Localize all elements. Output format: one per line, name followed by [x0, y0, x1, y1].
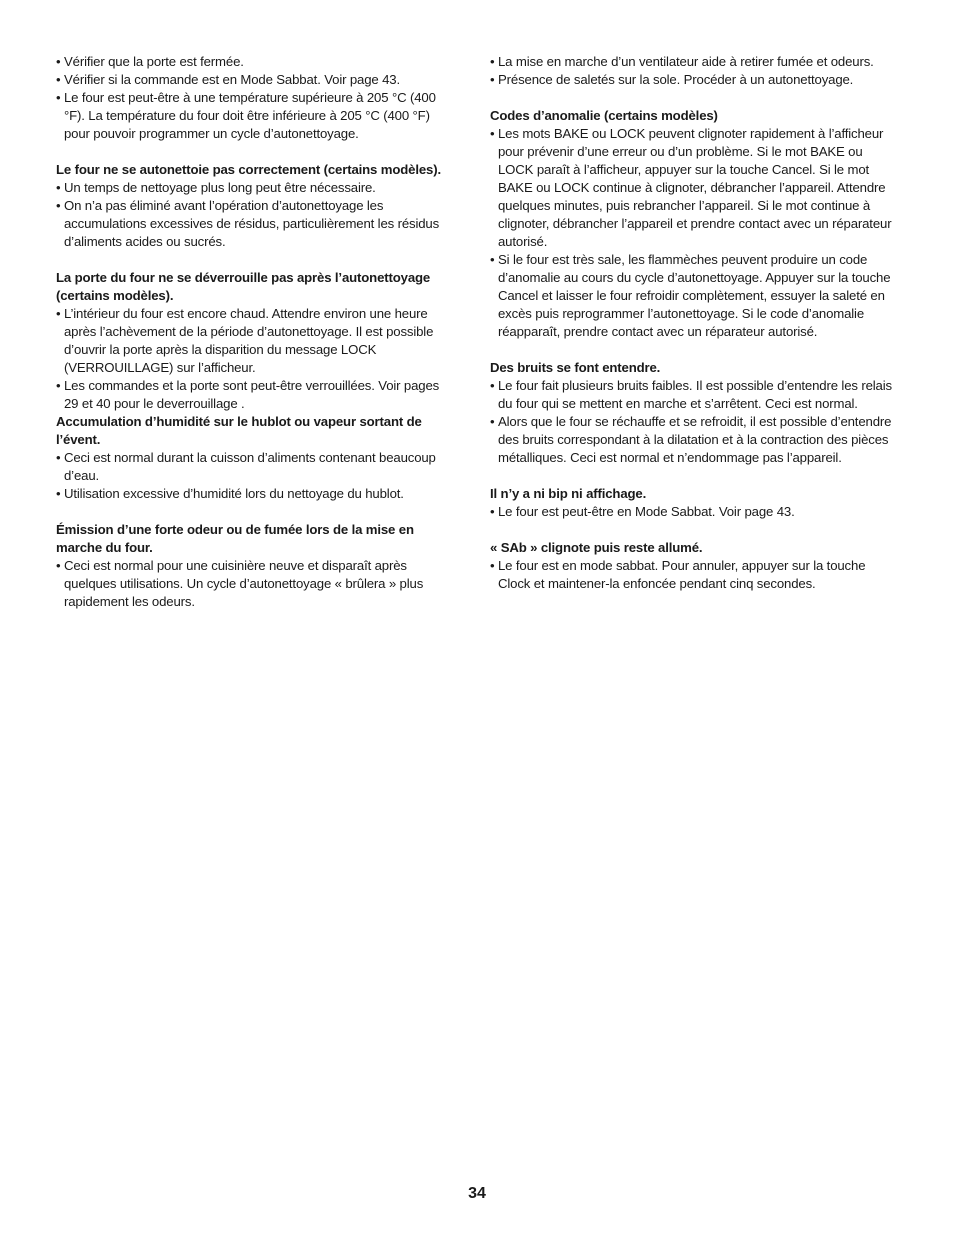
left-intro: [56, 53, 456, 143]
section-sab-flashing: [490, 539, 898, 593]
bullet-list: [490, 503, 898, 521]
section-error-codes: [490, 107, 898, 341]
right-intro: [490, 53, 898, 89]
bullet-item: • Le four est peut-être en Mode Sabbat. Voir page 43.: [490, 503, 898, 521]
bullet-list: [56, 557, 456, 611]
bullet-item: • Le four est en mode sabbat. Pour annuler, appuyer sur la touche Clock et maintener-la enfoncée pendant cinq secondes.: [490, 557, 898, 593]
bullet-list: [490, 53, 898, 89]
bullet-item: • Utilisation excessive d’humidité lors du nettoyage du hublot.: [56, 485, 456, 503]
bullet-list: [56, 179, 456, 251]
bullet-list: [490, 557, 898, 593]
bullet-item: • Ceci est normal pour une cuisinière neuve et disparaît après quelques utilisations. Un cycle d’autonettoyage « brûlera » plus rapidement les odeurs.: [56, 557, 456, 611]
bullet-item: • Un temps de nettoyage plus long peut être nécessaire.: [56, 179, 456, 197]
bullet-item: • Alors que le four se réchauffe et se refroidit, il est possible d’entendre des bruits correspondant à la dilatation et à la contraction des pièces métalliques. Ceci est normal et n’endommage pas l’appareil.: [490, 413, 898, 467]
bullet-list: [56, 449, 456, 503]
section-no-beep-no-display: [490, 485, 898, 521]
section-moisture-on-window: [56, 413, 456, 503]
bullet-item: • Ceci est normal durant la cuisson d’aliments contenant beaucoup d’eau.: [56, 449, 456, 485]
bullet-item: • Vérifier si la commande est en Mode Sabbat. Voir page 43.: [56, 71, 456, 89]
page-number: 34: [468, 1185, 486, 1202]
bullet-item: • Les mots BAKE ou LOCK peuvent clignoter rapidement à l’afficheur pour prévenir d’une erreur ou d’un problème. Si le mot BAKE ou LOCK paraît à l’afficheur, appuyer sur la touche Cancel. Si le mot BAKE ou LOCK continue à clignoter, débrancher l’appareil. Attendre quelques minutes, puis rebrancher l’appareil. Si le mot continue à clignoter, débrancher l’appareil et prendre contact avec un réparateur autorisé.: [490, 125, 898, 251]
section-heading: Émission d’une forte odeur ou de fumée lors de la mise en marche du four.: [56, 522, 414, 555]
section-heading: « SAb » clignote puis reste allumé.: [490, 540, 703, 555]
section-heading: Le four ne se autonettoie pas correctement (certains modèles).: [56, 162, 441, 177]
section-noises: [490, 359, 898, 467]
section-strong-odor-smoke: [56, 521, 456, 611]
bullet-item: • Présence de saletés sur la sole. Procéder à un autonettoyage.: [490, 71, 898, 89]
bullet-item: • Vérifier que la porte est fermée.: [56, 53, 456, 71]
section-heading: La porte du four ne se déverrouille pas après l’autonettoyage (certains modèles).: [56, 270, 431, 303]
bullet-item: • Le four est peut-être à une température supérieure à 205 °C (400 °F). La température du four doit être inférieure à 205 °C (400 °F) pour pouvoir programmer un cycle d’autonettoyage.: [56, 89, 456, 143]
bullet-item: • Si le four est très sale, les flammèches peuvent produire un code d’anomalie au cours du cycle d’autonettoyage. Appuyer sur la touche Cancel et laisser le four refroidir complètement, essuyer la saleté en excès puis reprogrammer l’autonettoyage. Si le code d’anomalie réapparaît, prendre contact avec un réparateur autorisé.: [490, 251, 898, 341]
section-heading: Il n’y a ni bip ni affichage.: [490, 486, 647, 501]
right-column: [490, 53, 898, 611]
section-heading: Codes d’anomalie (certains modèles): [490, 108, 718, 123]
bullet-list: [490, 377, 898, 467]
section-heading: Des bruits se font entendre.: [490, 360, 661, 375]
bullet-item: • La mise en marche d’un ventilateur aide à retirer fumée et odeurs.: [490, 53, 898, 71]
bullet-list: [56, 53, 456, 143]
bullet-item: • L’intérieur du four est encore chaud. Attendre environ une heure après l’achèvement de la période d’autonettoyage. Il est possible d’ouvrir la porte après la disparition du message LOCK (VERROUILLAGE) sur l’afficheur.: [56, 305, 456, 377]
bullet-list: [56, 305, 456, 413]
section-door-not-unlocking: [56, 269, 456, 413]
bullet-item: • On n’a pas éliminé avant l’opération d’autonettoyage les accumulations excessives de résidus, particulièrement les résidus d’aliments acides ou sucrés.: [56, 197, 456, 251]
section-heading: Accumulation d’humidité sur le hublot ou vapeur sortant de l’évent.: [56, 414, 422, 447]
bullet-item: • Les commandes et la porte sont peut-être verrouillées. Voir pages 29 et 40 pour le deverrouillage .: [56, 377, 456, 413]
bullet-list: [490, 125, 898, 341]
left-column: [56, 53, 456, 629]
section-self-clean-not-working: [56, 161, 456, 251]
bullet-item: • Le four fait plusieurs bruits faibles. Il est possible d’entendre les relais du four qui se mettent en marche et s’arrêtent. Ceci est normal.: [490, 377, 898, 413]
